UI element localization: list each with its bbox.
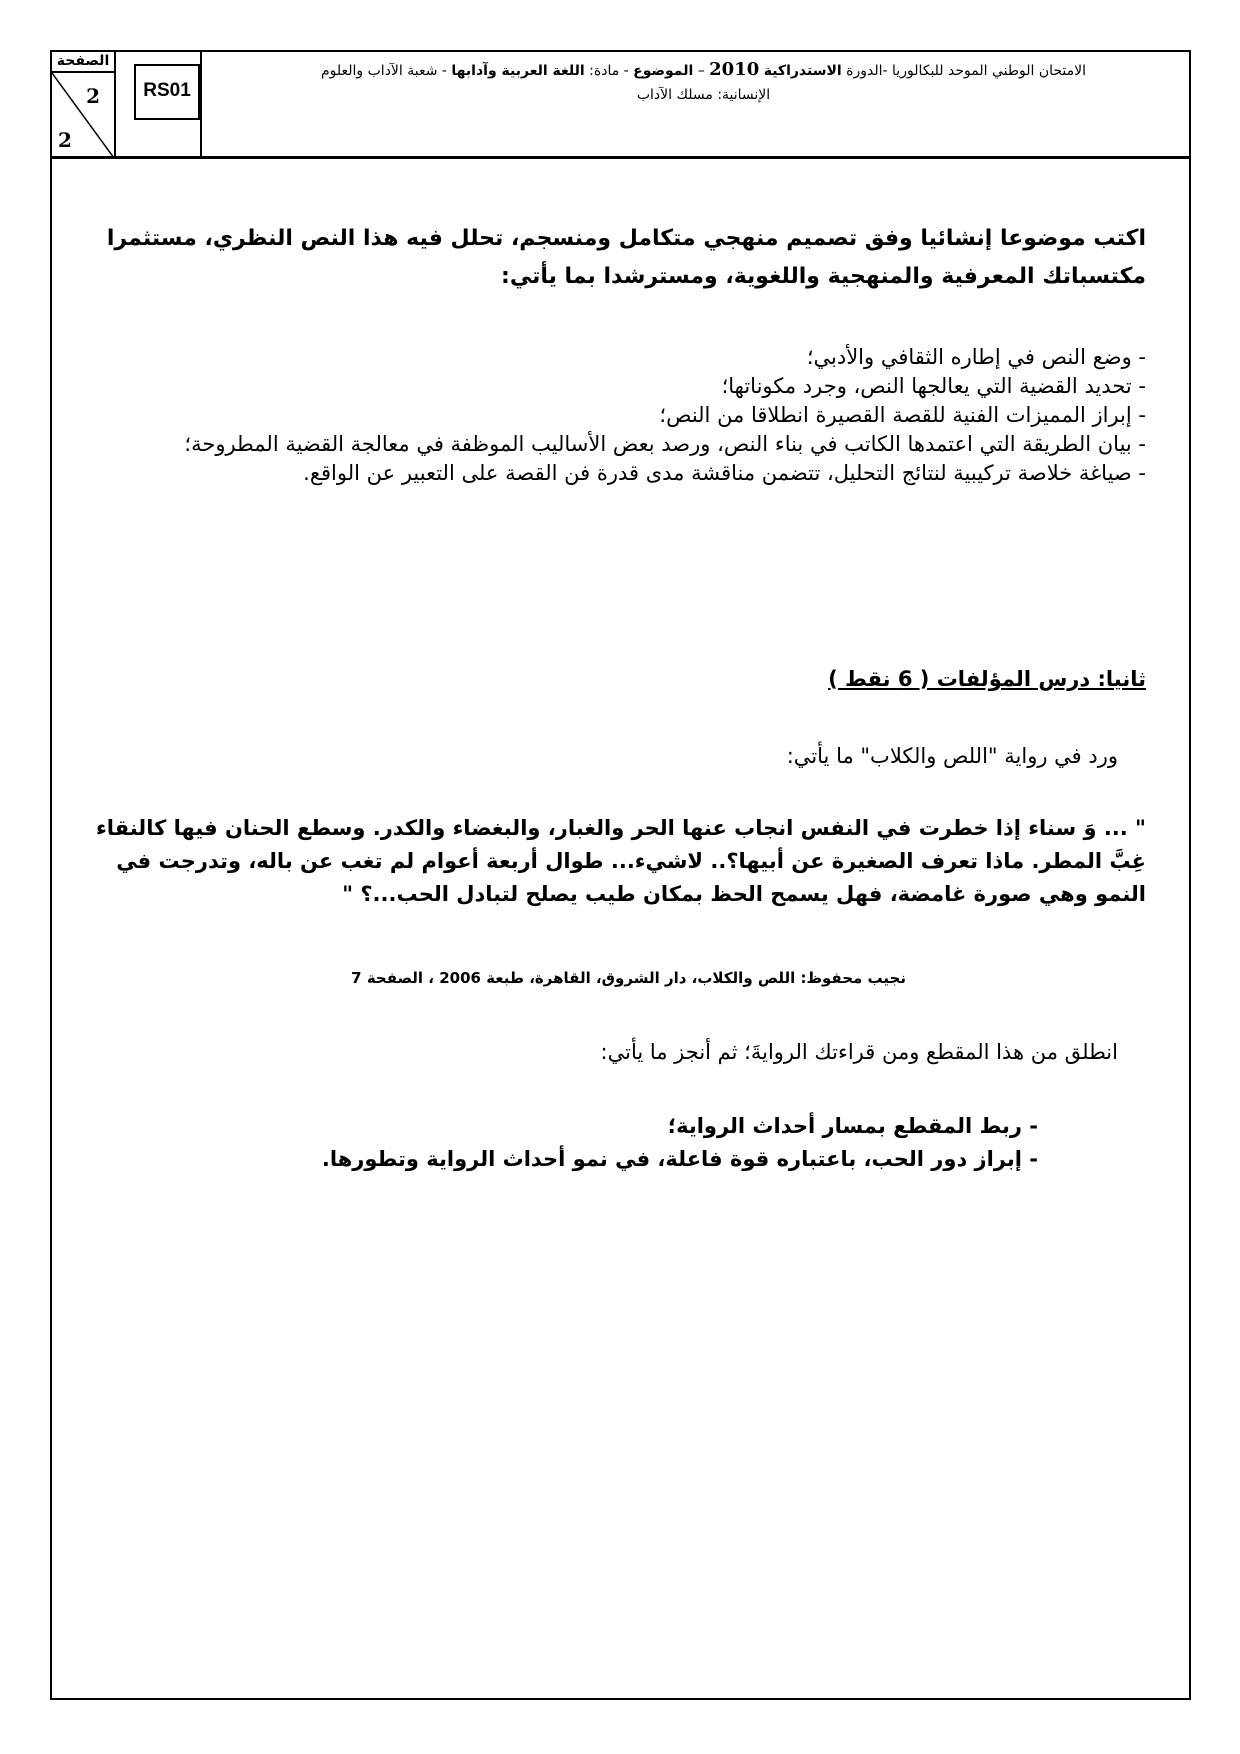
- list-item: - صياغة خلاصة تركيبية لنتائج التحليل، تتضمن مناقشة مدى قدرة فن القصة على التعبير عن الواقع.: [303, 461, 1146, 485]
- list-item: - تحديد القضية التي يعالجها النص، وجرد مكوناتها؛: [721, 374, 1146, 398]
- list-item: - إبراز المميزات الفنية للقصة القصيرة انطلاقا من النص؛: [659, 403, 1146, 427]
- subject-label: اللغة العربية وآدابها: [451, 63, 585, 79]
- list-item: - وضع النص في إطاره الثقافي والأدبي؛: [806, 345, 1146, 369]
- tasks-list: [92, 1110, 1146, 1176]
- essay-instructions: اكتب موضوعا إنشائيا وفق تصميم منهجي متكامل ومنسجم، تحلل فيه هذا النص النظري، مستثمرا مكتسباتك المعرفية والمنهجية واللغوية، ومسترشدا بما يأتي:: [106, 226, 1146, 289]
- header-line-2: الإنسانية: مسلك الآداب: [636, 87, 771, 103]
- list-item: - بيان الطريقة التي اعتمدها الكاتب في بناء النص، ورصد بعض الأساليب الموظفة في معالجة القضية المطروحة؛: [184, 432, 1146, 456]
- page-indicator: [52, 52, 116, 156]
- section-heading: ثانيا: درس المؤلفات ( 6 نقط ): [828, 667, 1146, 691]
- excerpt-source: نجيب محفوظ: اللص والكلاب، دار الشروق، القاهرة، طبعة 2006 ، الصفحة 7: [351, 969, 906, 987]
- page-number: 2: [86, 84, 100, 108]
- quote-intro: ورد في رواية "اللص والكلاب" ما يأتي:: [786, 744, 1118, 768]
- exam-year: 2010: [709, 59, 760, 80]
- header-line-1: الامتحان الوطني الموحد للبكالوريا -الدورة الاستدراكية 2010 – الموضوع - مادة: اللغة العربية وآدابها - شعبة الآداب والعلوم: [320, 59, 1087, 80]
- list-item: - ربط المقطع بمسار أحداث الرواية؛: [667, 1114, 1038, 1138]
- topic-label: الموضوع: [633, 63, 694, 79]
- page-total: 2: [58, 128, 72, 152]
- guidance-list: [92, 343, 1146, 488]
- session-label: الاستدراكية: [763, 63, 842, 79]
- page-label: الصفحة: [52, 52, 114, 73]
- list-item: - إبراز دور الحب، باعتباره قوة فاعلة، في نمو أحداث الرواية وتطورها.: [321, 1147, 1038, 1171]
- exam-header: [50, 50, 1191, 159]
- novel-excerpt: " ... وَ سناء إذا خطرت في النفس انجاب عنها الحر والغبار، والبغضاء والكدر. وسطع الحنان فيها كالنقاء غِبَّ المطر. ماذا تعرف الصغيرة عن أبيها؟.. لاشيء... طوال أربعة أعوام لم تغب عن باله، وتدرجت في النمو وهي صورة غامضة، فهل يسمح الحظ بمكان طيب يصلح لتبادل الحب...؟ ": [96, 816, 1146, 906]
- tasks-intro: انطلق من هذا المقطع ومن قراءتك الروايةَ؛ ثم أنجز ما يأتي:: [600, 1040, 1118, 1064]
- exam-code: RS01: [134, 64, 200, 120]
- header-title: [224, 58, 1183, 107]
